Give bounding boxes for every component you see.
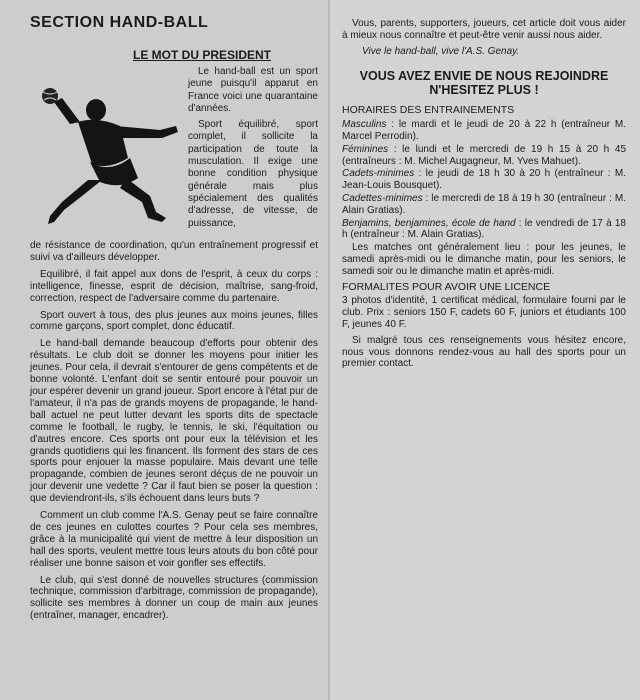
schedule-category: Cadettes-minimes [342, 192, 423, 204]
intro-text [188, 66, 318, 230]
schedule-category: Masculins [342, 119, 387, 131]
closing-slogan: Vive le hand-ball, vive l'A.S. Genay. [362, 45, 520, 57]
schedule-category: Féminines [342, 143, 389, 155]
schedule-details: : le mardi et le jeudi de 20 à 22 h (entraîneur M. Marcel Perrodin). [342, 119, 626, 142]
schedule-item [342, 218, 626, 242]
right-column [330, 0, 640, 700]
section-title: SECTION HAND-BALL [30, 14, 209, 31]
licence-heading: FORMALITES POUR AVOIR UNE LICENCE [342, 280, 551, 293]
body-paragraph: de résistance de coordination, qu'un entraînement progressif et suivi va d'ailleurs développer. [30, 240, 318, 263]
president-body [30, 240, 318, 622]
licence-paragraph: 3 photos d'identité, 1 certificat médical, formulaire fourni par le club. Prix : seniors 150 F, cadets 60 F, juniors et étudiants 100 F, jeunes 40 F. [342, 295, 626, 330]
schedule-details: : le jeudi de 18 h 30 à 20 h (entraîneur : M. Jean-Louis Bousquet). [342, 168, 626, 192]
matches-paragraph: Les matches ont généralement lieu : pour les jeunes, le samedi après-midi ou le dimanche matin, pour les seniors, le samedi soir ou le dimanche matin et après-midi. [342, 242, 626, 277]
final-paragraph: Si malgré tous ces renseignements vous hésitez encore, nous vous donnons rendez-vous au hall des sports pour un premier contact. [342, 334, 626, 370]
schedule-item [342, 168, 626, 192]
schedule-category: Benjamins, benjamines, école de hand [342, 217, 516, 229]
join-heading-line: VOUS AVEZ ENVIE DE NOUS REJOINDRE [359, 69, 609, 84]
join-heading [342, 69, 626, 97]
schedule-item [342, 144, 626, 168]
schedule-heading: HORAIRES DES ENTRAINEMENTS [342, 104, 515, 117]
schedule-details: : le vendredi de 17 à 18 h (entraîneur : M. Alain Gratias). [342, 217, 626, 241]
body-paragraph: Comment un club comme l'A.S. Genay peut se faire connaître de ces jeunes en culottes courtes ? Pour cela ses membres, grâce à la municipalité qui vient de mettre à leur disposition un hall des sports, veulent mettre tous leurs atouts du bon côté pour réaliser une bonne saison et voir gonfler ses effectifs. [30, 510, 318, 569]
schedule-category: Cadets-minimes [342, 168, 415, 180]
body-paragraph: Sport ouvert à tous, des plus jeunes aux moins jeunes, filles comme garçons, sport complet, donc éducatif. [30, 309, 318, 333]
join-heading-line: N'HESITEZ PLUS ! [429, 83, 539, 98]
continuation-paragraph: Vous, parents, supporters, joueurs, cet article doit vous aider à mieux nous connaître et peut-être venir aussi nous aider. [342, 18, 626, 41]
president-title: LE MOT DU PRESIDENT [132, 48, 271, 62]
body-paragraph: Equilibré, il fait appel aux dons de l'esprit, à ceux du corps : intelligence, finesse, esprit de décision, maîtrise, sang-froid, correction, respect de l'adversaire comme du partenaire. [30, 268, 318, 304]
schedule-details: : le mercredi de 18 à 19 h 30 (entraîneur : M. Alain Gratias). [342, 192, 626, 216]
schedule-details: : le lundi et le mercredi de 19 h 15 à 20 h 45 (entraîneurs : M. Michel Augagneur, M. Yves Mahuet). [342, 143, 626, 167]
intro-block [30, 66, 318, 240]
schedule-item [342, 119, 626, 143]
intro-paragraph: Sport équilibré, sport complet, il sollicite la participation de toute la musculation. Il exige une bonne condition physique générale mais plus spécialement des qualités d'adresse, de vitesse, de puissance, [188, 119, 318, 229]
schedule-item [342, 193, 626, 217]
intro-paragraph: Le hand-ball est un sport jeune puisqu'il apparut en France voici une quarantaine d'années. [188, 66, 318, 114]
handball-player-illustration [30, 78, 194, 238]
right-text [342, 18, 626, 370]
body-paragraph: Le club, qui s'est donné de nouvelles structures (commission technique, commission d'arbitrage, commission de propagande), sollicite ses membres à donner un coup de main aux jeunes (entraîner, manager, encadrer). [30, 574, 318, 622]
body-paragraph: Le hand-ball demande beaucoup d'efforts pour obtenir des résultats. Le club doit se donner les moyens pour initier les jeunes. Pour cela, il devrait s'entourer de gens compétents et de bonne volonté. L'enfant doit se sentir entouré pour pouvoir un jour espérer devenir un grand joueur. Sport encore à l'état pur de l'amateur, il n'a pas de grands moyens de propagande, le hand-ball actuel ne peut lutter devant les sports dits de spectacle comme le football, le rugby, le tennis, le ski, l'équitation ou d'autres encore. Ces sports ont pour eux la télévision et les grands quotidiens qui les financent. Ils forment des stars de ces sports pour enjouer la masse populaire. Mais devant une telle propagande, combien de jeunes seront déçus de ne pouvoir un jour devenir une vedette ? Car il faut bien se poser la question : que deviendront-ils, s'ils échouent dans leurs buts ? [30, 338, 318, 505]
